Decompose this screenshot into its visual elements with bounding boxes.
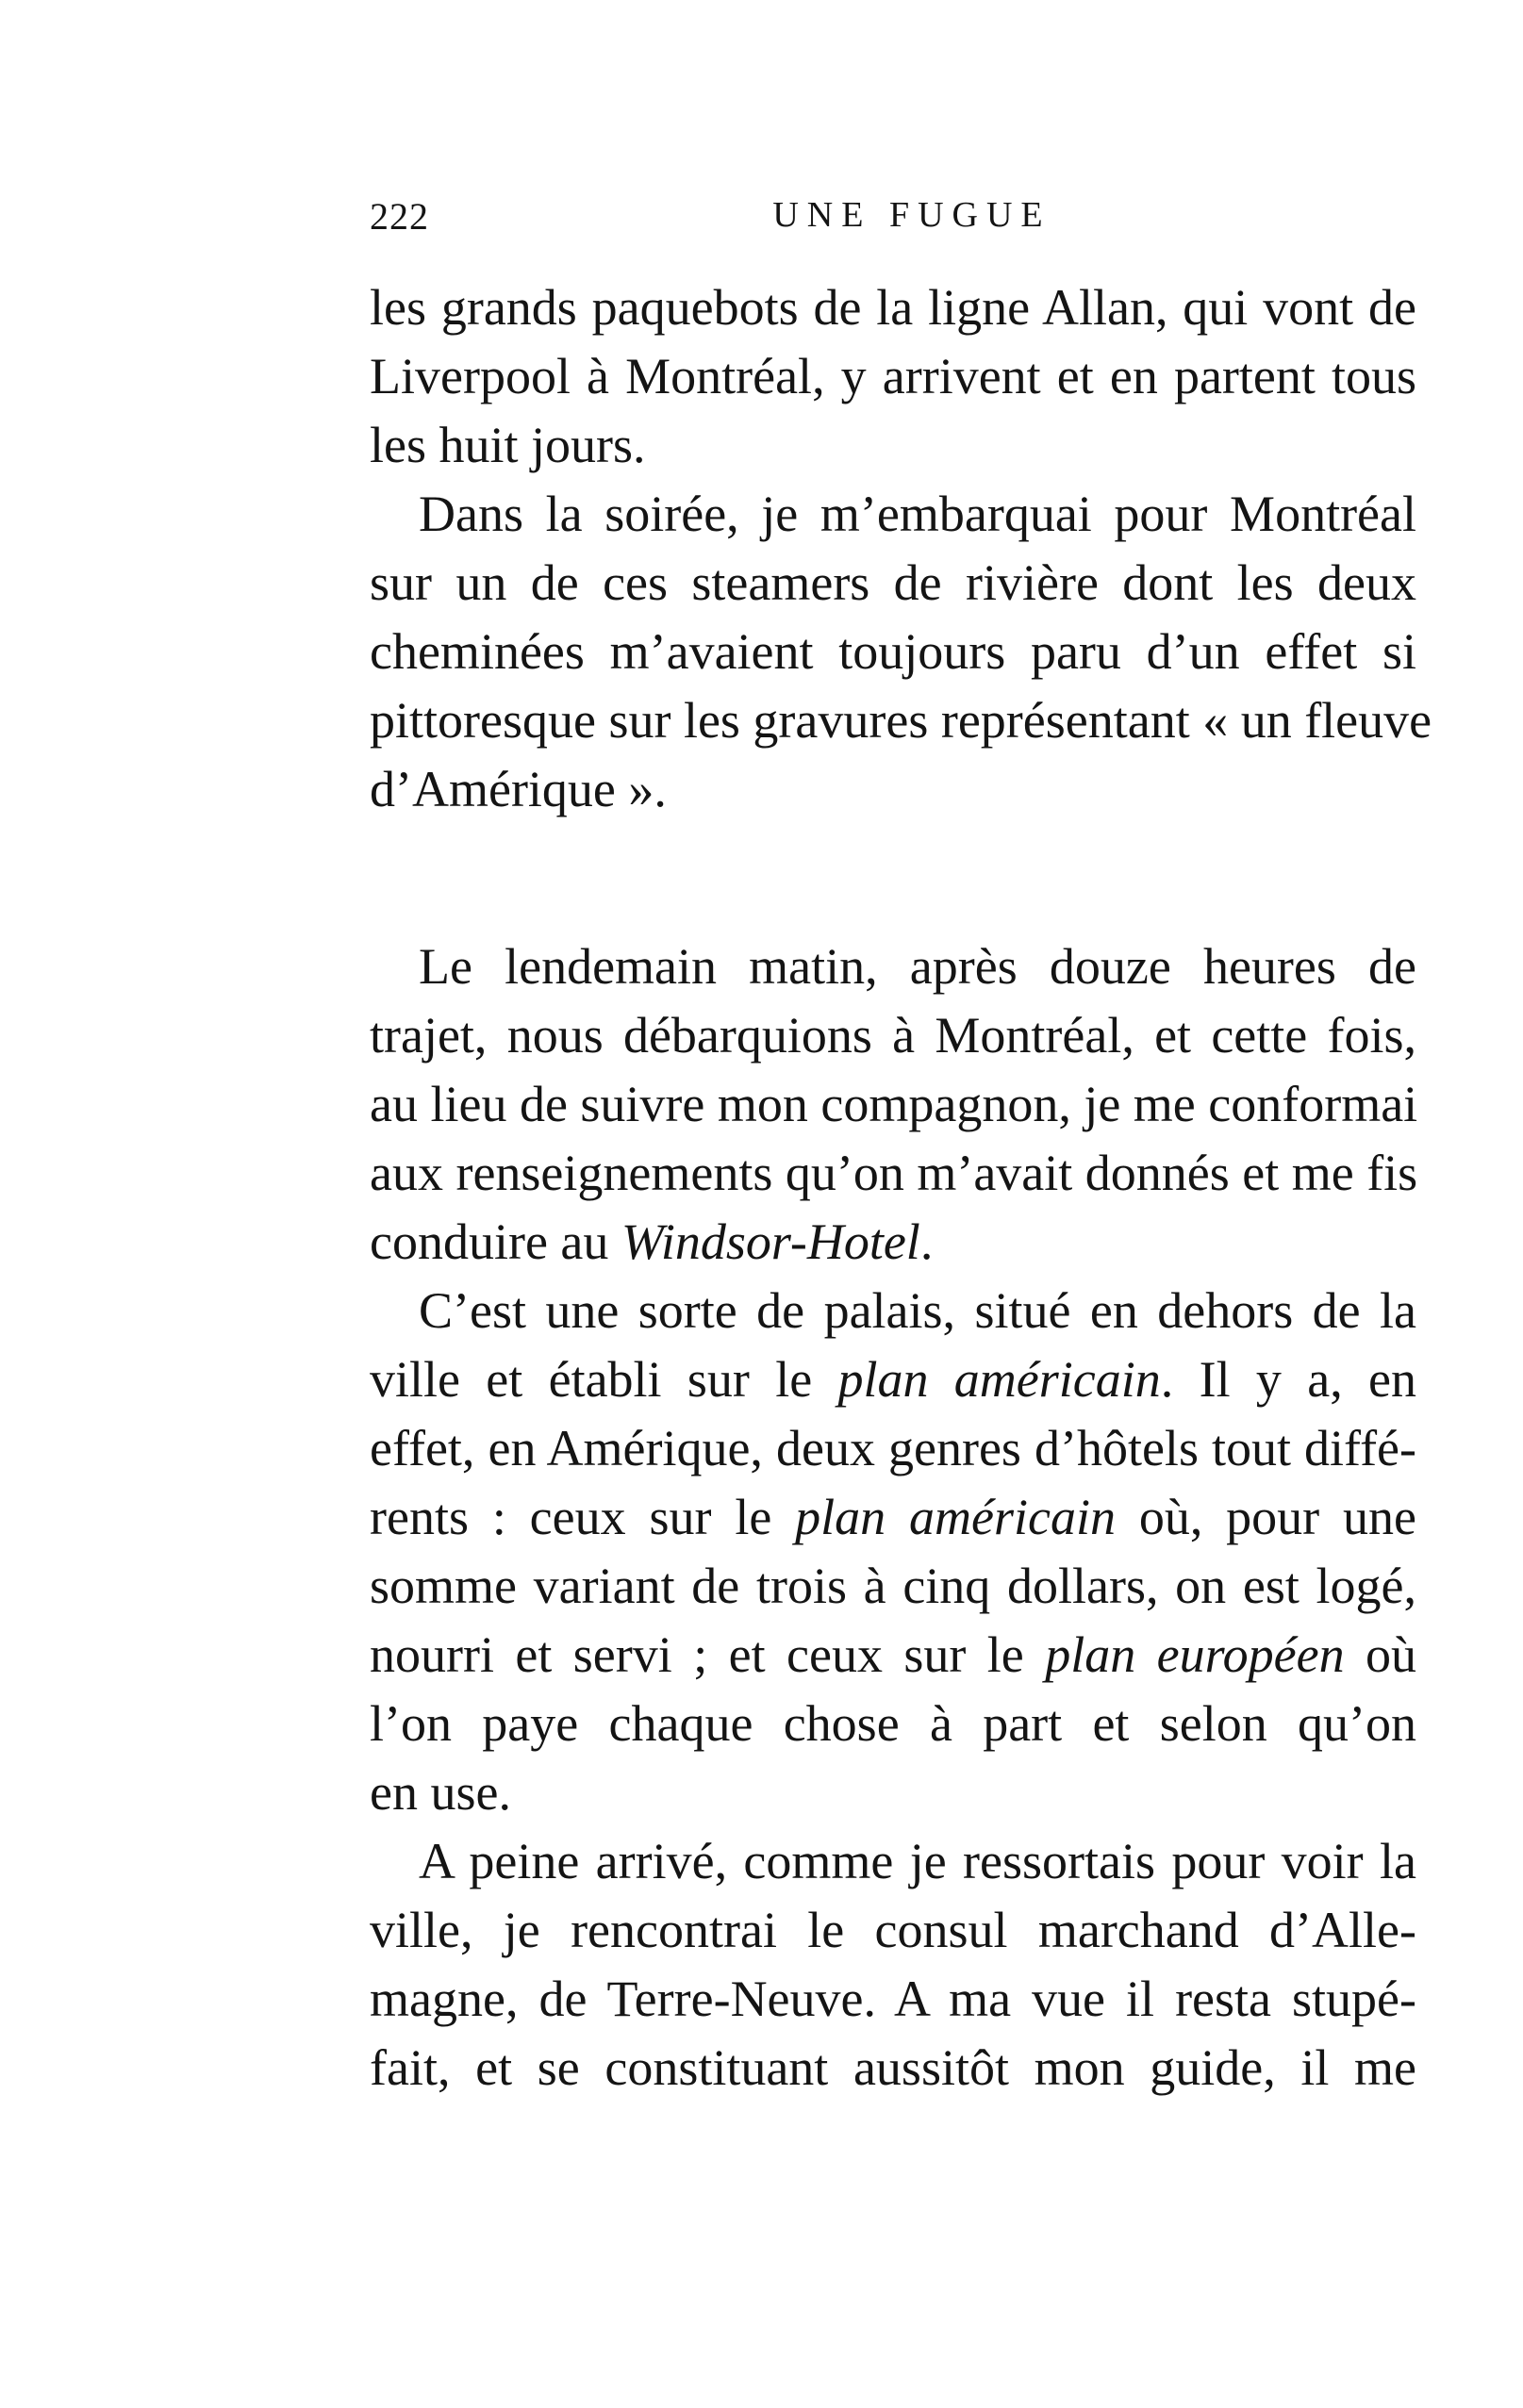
text-segment: C’est une sorte de palais, situé en dehors de la	[419, 1282, 1416, 1339]
text-segment: les huit jours.	[370, 417, 646, 473]
text-line	[370, 686, 1432, 755]
text-segment: magne, de Terre-Neuve. A ma vue il resta stupé-	[370, 1971, 1416, 2027]
text-line	[370, 1827, 1416, 1896]
text-segment: A peine arrivé, comme je ressortais pour voir la	[419, 1833, 1416, 1889]
italic-text: plan américain	[837, 1351, 1161, 1408]
text-line	[370, 480, 1416, 549]
text-line	[370, 1965, 1416, 2034]
paragraph	[370, 1827, 1416, 2103]
text-segment: somme variant de trois à cinq dollars, on est logé,	[370, 1558, 1416, 1614]
running-title: UNE FUGUE	[772, 195, 1051, 235]
text-segment: où, pour une	[1115, 1489, 1416, 1545]
text-line	[370, 1345, 1416, 1414]
paragraph	[370, 480, 1432, 824]
text-line	[370, 755, 1416, 824]
text-segment: Dans la soirée, je m’embarquai pour Montréal	[419, 486, 1416, 542]
text-segment: aux renseignements qu’on m’avait donnés et me fis	[370, 1145, 1418, 1201]
text-segment: trajet, nous débarquions à Montréal, et cette fois,	[370, 1007, 1416, 1064]
text-line	[370, 1070, 1416, 1139]
text-line	[370, 1552, 1416, 1621]
text-segment: ville et établi sur le	[370, 1351, 838, 1408]
text-line	[370, 1001, 1416, 1070]
text-segment: . Il y a, en	[1160, 1351, 1416, 1408]
italic-text: plan européen	[1045, 1626, 1345, 1683]
paragraph	[370, 1277, 1416, 1827]
text-segment: conduire au	[370, 1213, 621, 1270]
text-line	[370, 1414, 1416, 1483]
text-line	[370, 1621, 1416, 1690]
text-segment: où	[1344, 1626, 1417, 1683]
text-line	[370, 1208, 1416, 1277]
text-segment: ville, je rencontrai le consul marchand d’Alle-	[370, 1902, 1416, 1958]
text-segment: pittoresque sur les gravures représentant « un fleuve	[370, 692, 1432, 749]
text-segment: sur un de ces steamers de rivière dont les deux	[370, 554, 1416, 611]
text-line	[370, 1483, 1416, 1552]
text-line	[370, 411, 1416, 480]
text-line	[370, 932, 1416, 1001]
italic-text: plan américain	[795, 1489, 1116, 1545]
text-line	[370, 1896, 1416, 1965]
text-line	[370, 618, 1416, 686]
text-segment: l’on paye chaque chose à part et selon qu’on	[370, 1695, 1416, 1752]
text-line	[370, 1758, 1416, 1827]
text-segment: rents : ceux sur le	[370, 1489, 796, 1545]
paragraph	[370, 932, 1416, 1277]
page-number: 222	[370, 195, 429, 238]
text-segment: cheminées m’avaient toujours paru d’un effet si	[370, 623, 1416, 680]
text-segment: fait, et se constituant aussitôt mon guide, il me	[370, 2039, 1416, 2096]
text-line	[370, 1690, 1416, 1758]
text-segment: au lieu de suivre mon compagnon, je me conformai	[370, 1076, 1418, 1132]
text-line	[370, 273, 1416, 342]
text-segment: nourri et servi ; et ceux sur le	[370, 1626, 1046, 1683]
text-segment: Liverpool à Montréal, y arrivent et en partent tous	[370, 348, 1416, 404]
paragraph	[370, 273, 1416, 480]
text-segment: les grands paquebots de la ligne Allan, qui vont de	[370, 279, 1416, 336]
text-line	[370, 1277, 1416, 1345]
paragraph-gap	[370, 824, 1416, 932]
text-segment: effet, en Amérique, deux genres d’hôtels tout diffé-	[370, 1420, 1416, 1476]
text-segment: en use.	[370, 1764, 511, 1821]
text-line	[370, 342, 1416, 411]
text-line	[370, 2034, 1416, 2103]
text-segment: d’Amérique ».	[370, 761, 667, 817]
text-segment: Le lendemain matin, après douze heures de	[419, 938, 1416, 995]
text-line	[370, 549, 1416, 618]
italic-text: Windsor-Hotel	[621, 1213, 920, 1270]
text-line	[370, 1139, 1416, 1208]
text-segment: .	[919, 1213, 934, 1270]
body-text	[370, 273, 1432, 2103]
running-head	[370, 194, 1416, 251]
